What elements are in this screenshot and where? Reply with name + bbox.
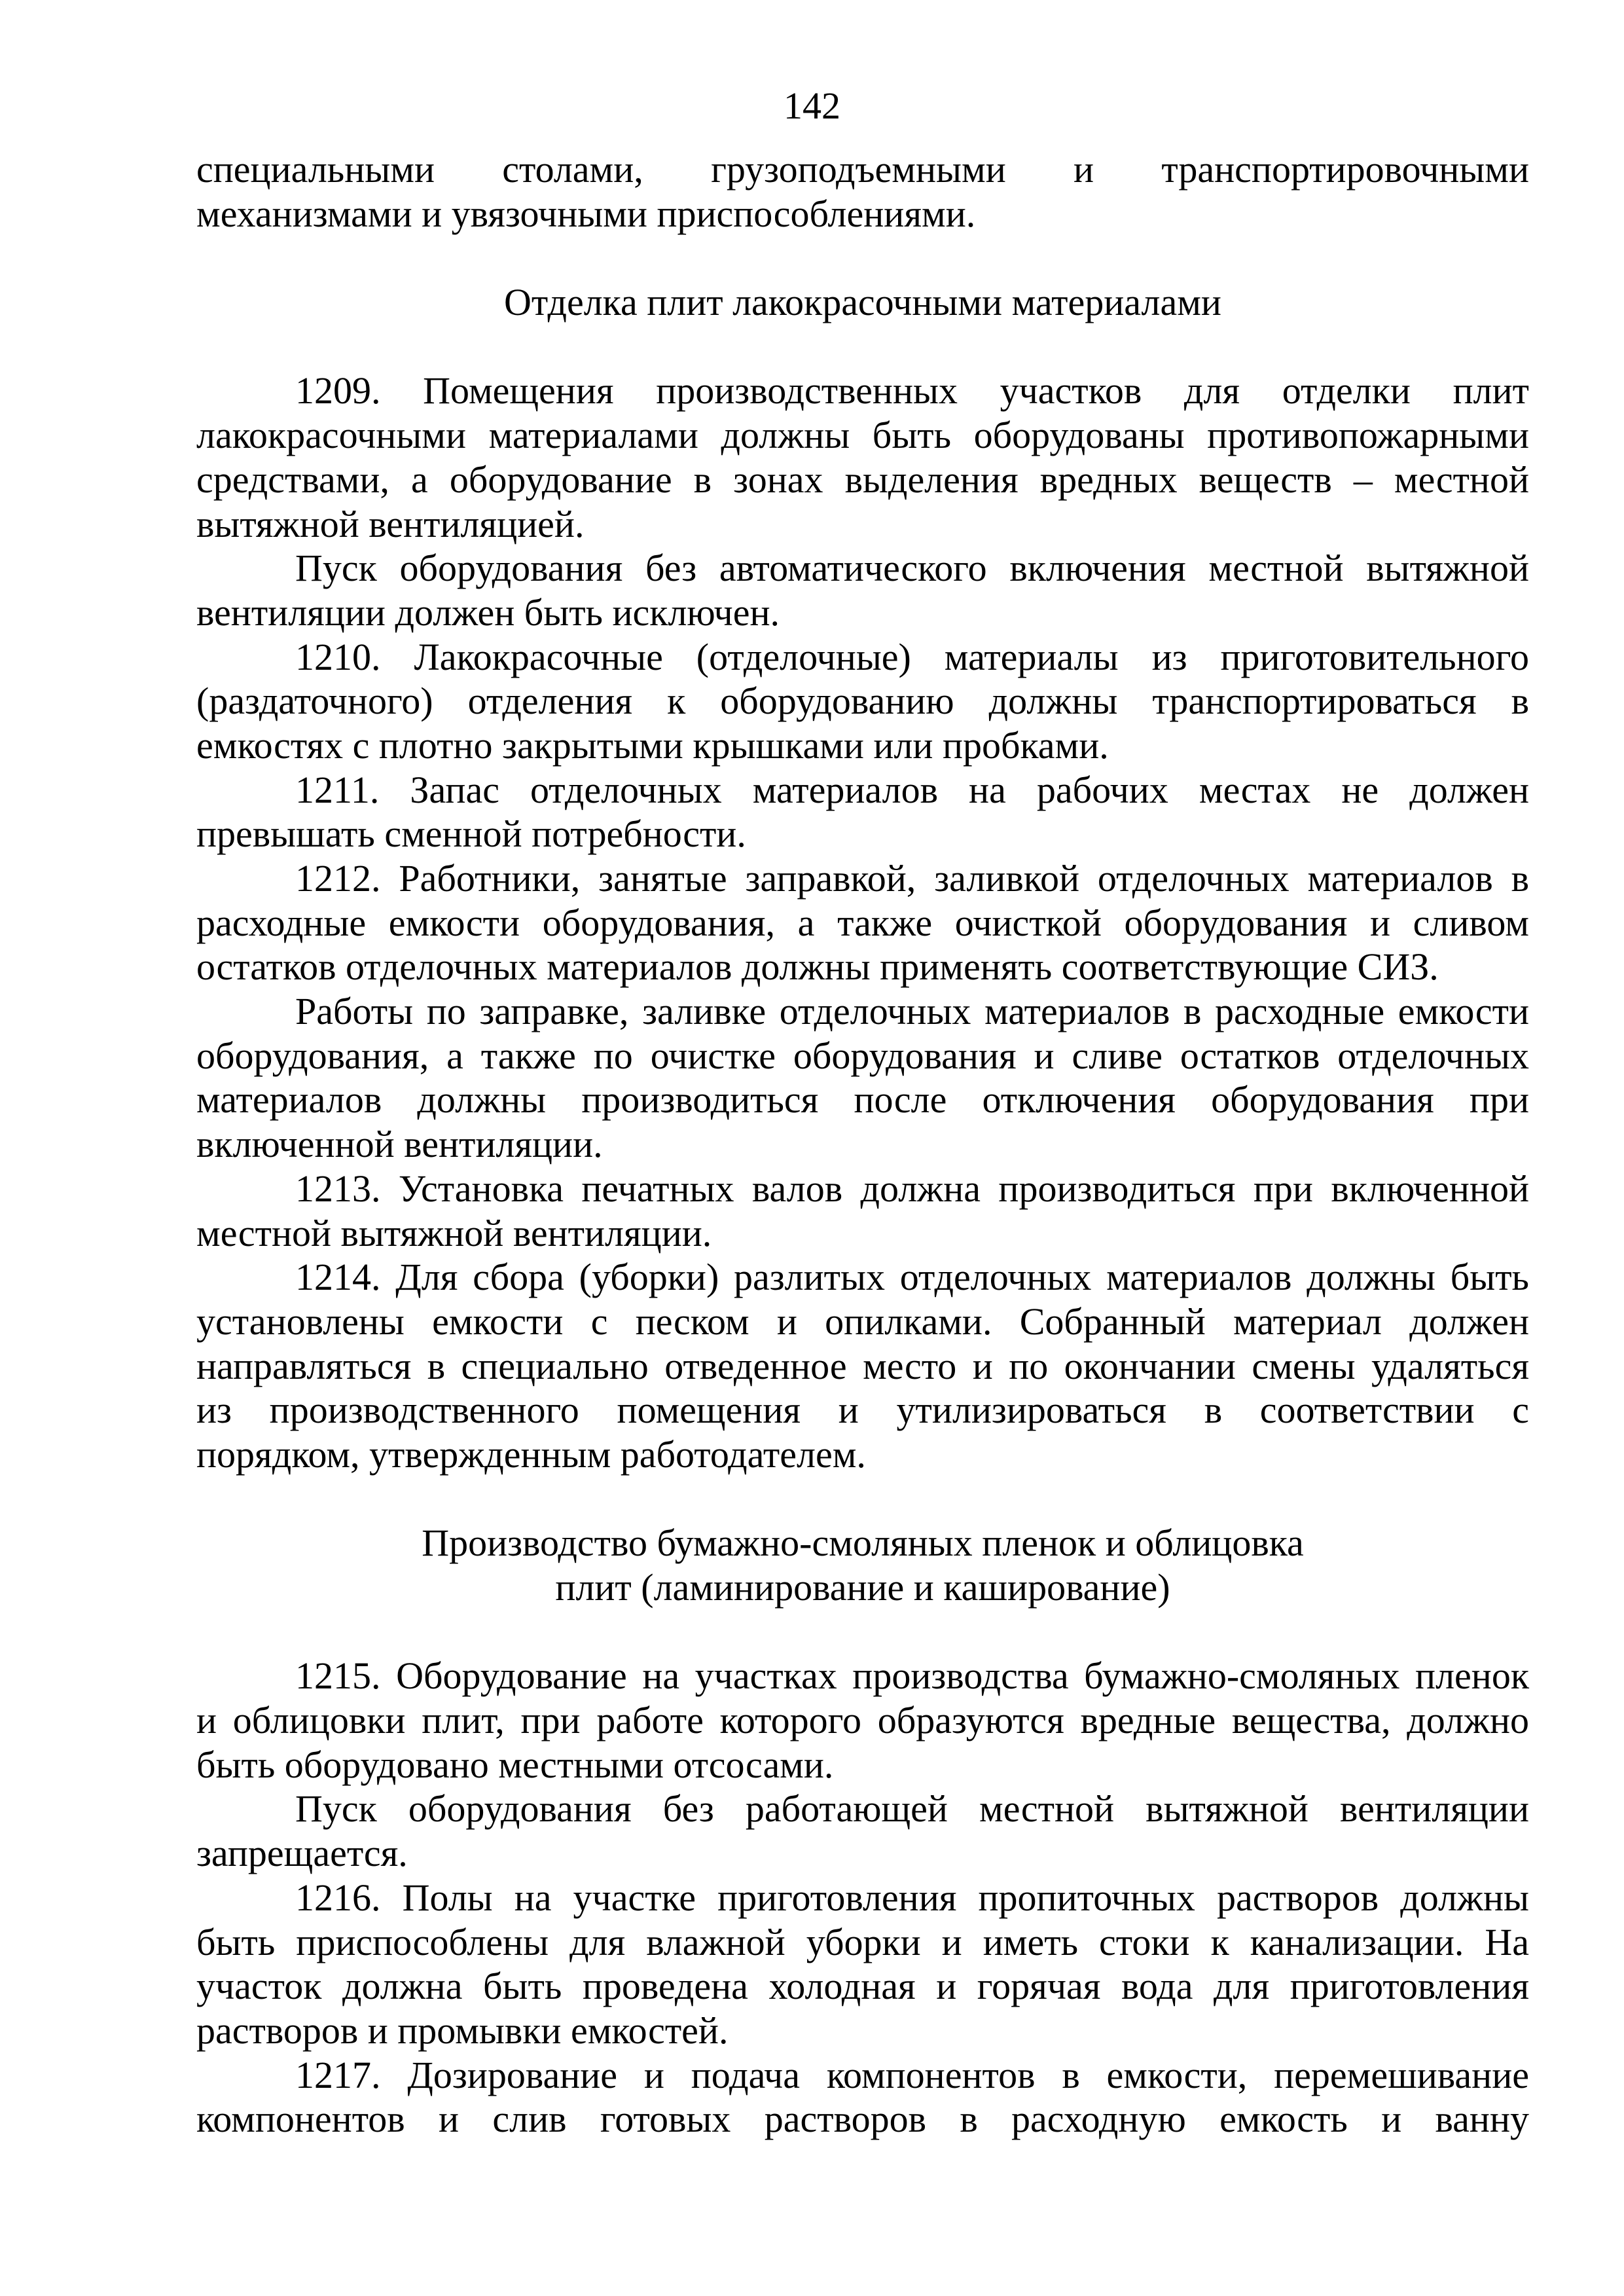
text-line: средствами, а оборудование в зонах выделения вредных веществ – местной — [196, 458, 1529, 501]
text-line: превышать сменной потребности. — [196, 812, 746, 856]
paragraph — [196, 369, 1529, 546]
text-line: вытяжной вентиляцией. — [196, 502, 585, 545]
text-line: остатков отделочных материалов должны применять соответствующие СИЗ. — [196, 945, 1439, 989]
paragraph — [196, 546, 1529, 634]
text-line: оборудования, а также по очистке оборудования и сливе остатков отделочных — [196, 1034, 1529, 1077]
text-line: 1215. Оборудование на участках производства бумажно-смоляных пленок — [295, 1654, 1529, 1698]
paragraph — [196, 768, 1529, 856]
page-number: 142 — [784, 84, 840, 127]
text-line: (раздаточного) отделения к оборудованию должны транспортироваться в — [196, 680, 1529, 723]
text-line: плит (ламинирование и каширование) — [555, 1566, 1170, 1609]
document-body — [196, 147, 1529, 2141]
section-heading — [196, 280, 1529, 325]
text-line: из производственного помещения и утилизироваться в соответствии с — [196, 1389, 1529, 1432]
text-line: Пуск оборудования без работающей местной вытяжной вентиляции — [295, 1787, 1529, 1831]
paragraph — [196, 856, 1529, 989]
text-line: Отделка плит лакокрасочными материалами — [504, 281, 1221, 324]
paragraph — [196, 1787, 1529, 1875]
blank-line — [196, 325, 1529, 369]
paragraph — [196, 1654, 1529, 1787]
text-line: 1217. Дозирование и подача компонентов в емкости, перемешивание — [295, 2053, 1529, 2096]
text-line: 1213. Установка печатных валов должна производиться при включенной — [295, 1167, 1529, 1210]
text-line: порядком, утвержденным работодателем. — [196, 1432, 866, 1476]
text-line: лакокрасочными материалами должны быть оборудованы противопожарными — [196, 414, 1529, 457]
text-line: Производство бумажно-смоляных пленок и облицовка — [422, 1522, 1304, 1565]
blank-line — [196, 1477, 1529, 1522]
text-line: местной вытяжной вентиляции. — [196, 1211, 712, 1254]
text-line: направляться в специально отведенное место и по окончании смены удаляться — [196, 1344, 1529, 1387]
text-line: 1212. Работники, занятые заправкой, заливкой отделочных материалов в — [295, 857, 1529, 900]
text-line: быть приспособлены для влажной уборки и иметь стоки к канализации. На — [196, 1920, 1529, 1963]
text-line: растворов и промывки емкостей. — [196, 2009, 729, 2052]
text-line: 1209. Помещения производственных участков для отделки плит — [295, 369, 1529, 412]
text-line: 1216. Полы на участке приготовления пропиточных растворов должны — [295, 1876, 1529, 1919]
paragraph — [196, 147, 1529, 236]
paragraph — [196, 1167, 1529, 1255]
paragraph — [196, 635, 1529, 768]
text-line: 1214. Для сбора (уборки) разлитых отделочных материалов должны быть — [295, 1256, 1529, 1299]
text-line: включенной вентиляции. — [196, 1123, 603, 1166]
text-line: запрещается. — [196, 1832, 408, 1875]
blank-line — [196, 1610, 1529, 1654]
paragraph — [196, 989, 1529, 1167]
text-line: участок должна быть проведена холодная и горячая вода для приготовления — [196, 1965, 1529, 2008]
text-line: быть оборудовано местными отсосами. — [196, 1743, 834, 1786]
paragraph — [196, 2053, 1529, 2141]
text-line: емкостях с плотно закрытыми крышками или пробками. — [196, 723, 1109, 767]
text-line: вентиляции должен быть исключен. — [196, 591, 780, 634]
text-line: расходные емкости оборудования, а также очисткой оборудования и сливом — [196, 901, 1529, 944]
section-heading — [196, 1521, 1529, 1609]
text-line: 1210. Лакокрасочные (отделочные) материалы из приготовительного — [295, 635, 1529, 678]
text-line: специальными столами, грузоподъемными и транспортировочными — [196, 148, 1529, 191]
text-line: компонентов и слив готовых растворов в расходную емкость и ванну — [196, 2098, 1529, 2141]
text-line: материалов должны производиться после отключения оборудования при — [196, 1078, 1529, 1121]
text-line: 1211. Запас отделочных материалов на рабочих местах не должен — [295, 768, 1529, 811]
text-line: и облицовки плит, при работе которого образуются вредные вещества, должно — [196, 1699, 1529, 1742]
text-line: Работы по заправке, заливке отделочных материалов в расходные емкости — [295, 990, 1529, 1033]
paragraph — [196, 1255, 1529, 1476]
blank-line — [196, 236, 1529, 280]
text-line: установлены емкости с песком и опилками. Собранный материал должен — [196, 1300, 1529, 1343]
text-line: Пуск оборудования без автоматического включения местной вытяжной — [295, 547, 1529, 590]
text-line: механизмами и увязочными приспособлениями. — [196, 192, 976, 235]
paragraph — [196, 1876, 1529, 2053]
